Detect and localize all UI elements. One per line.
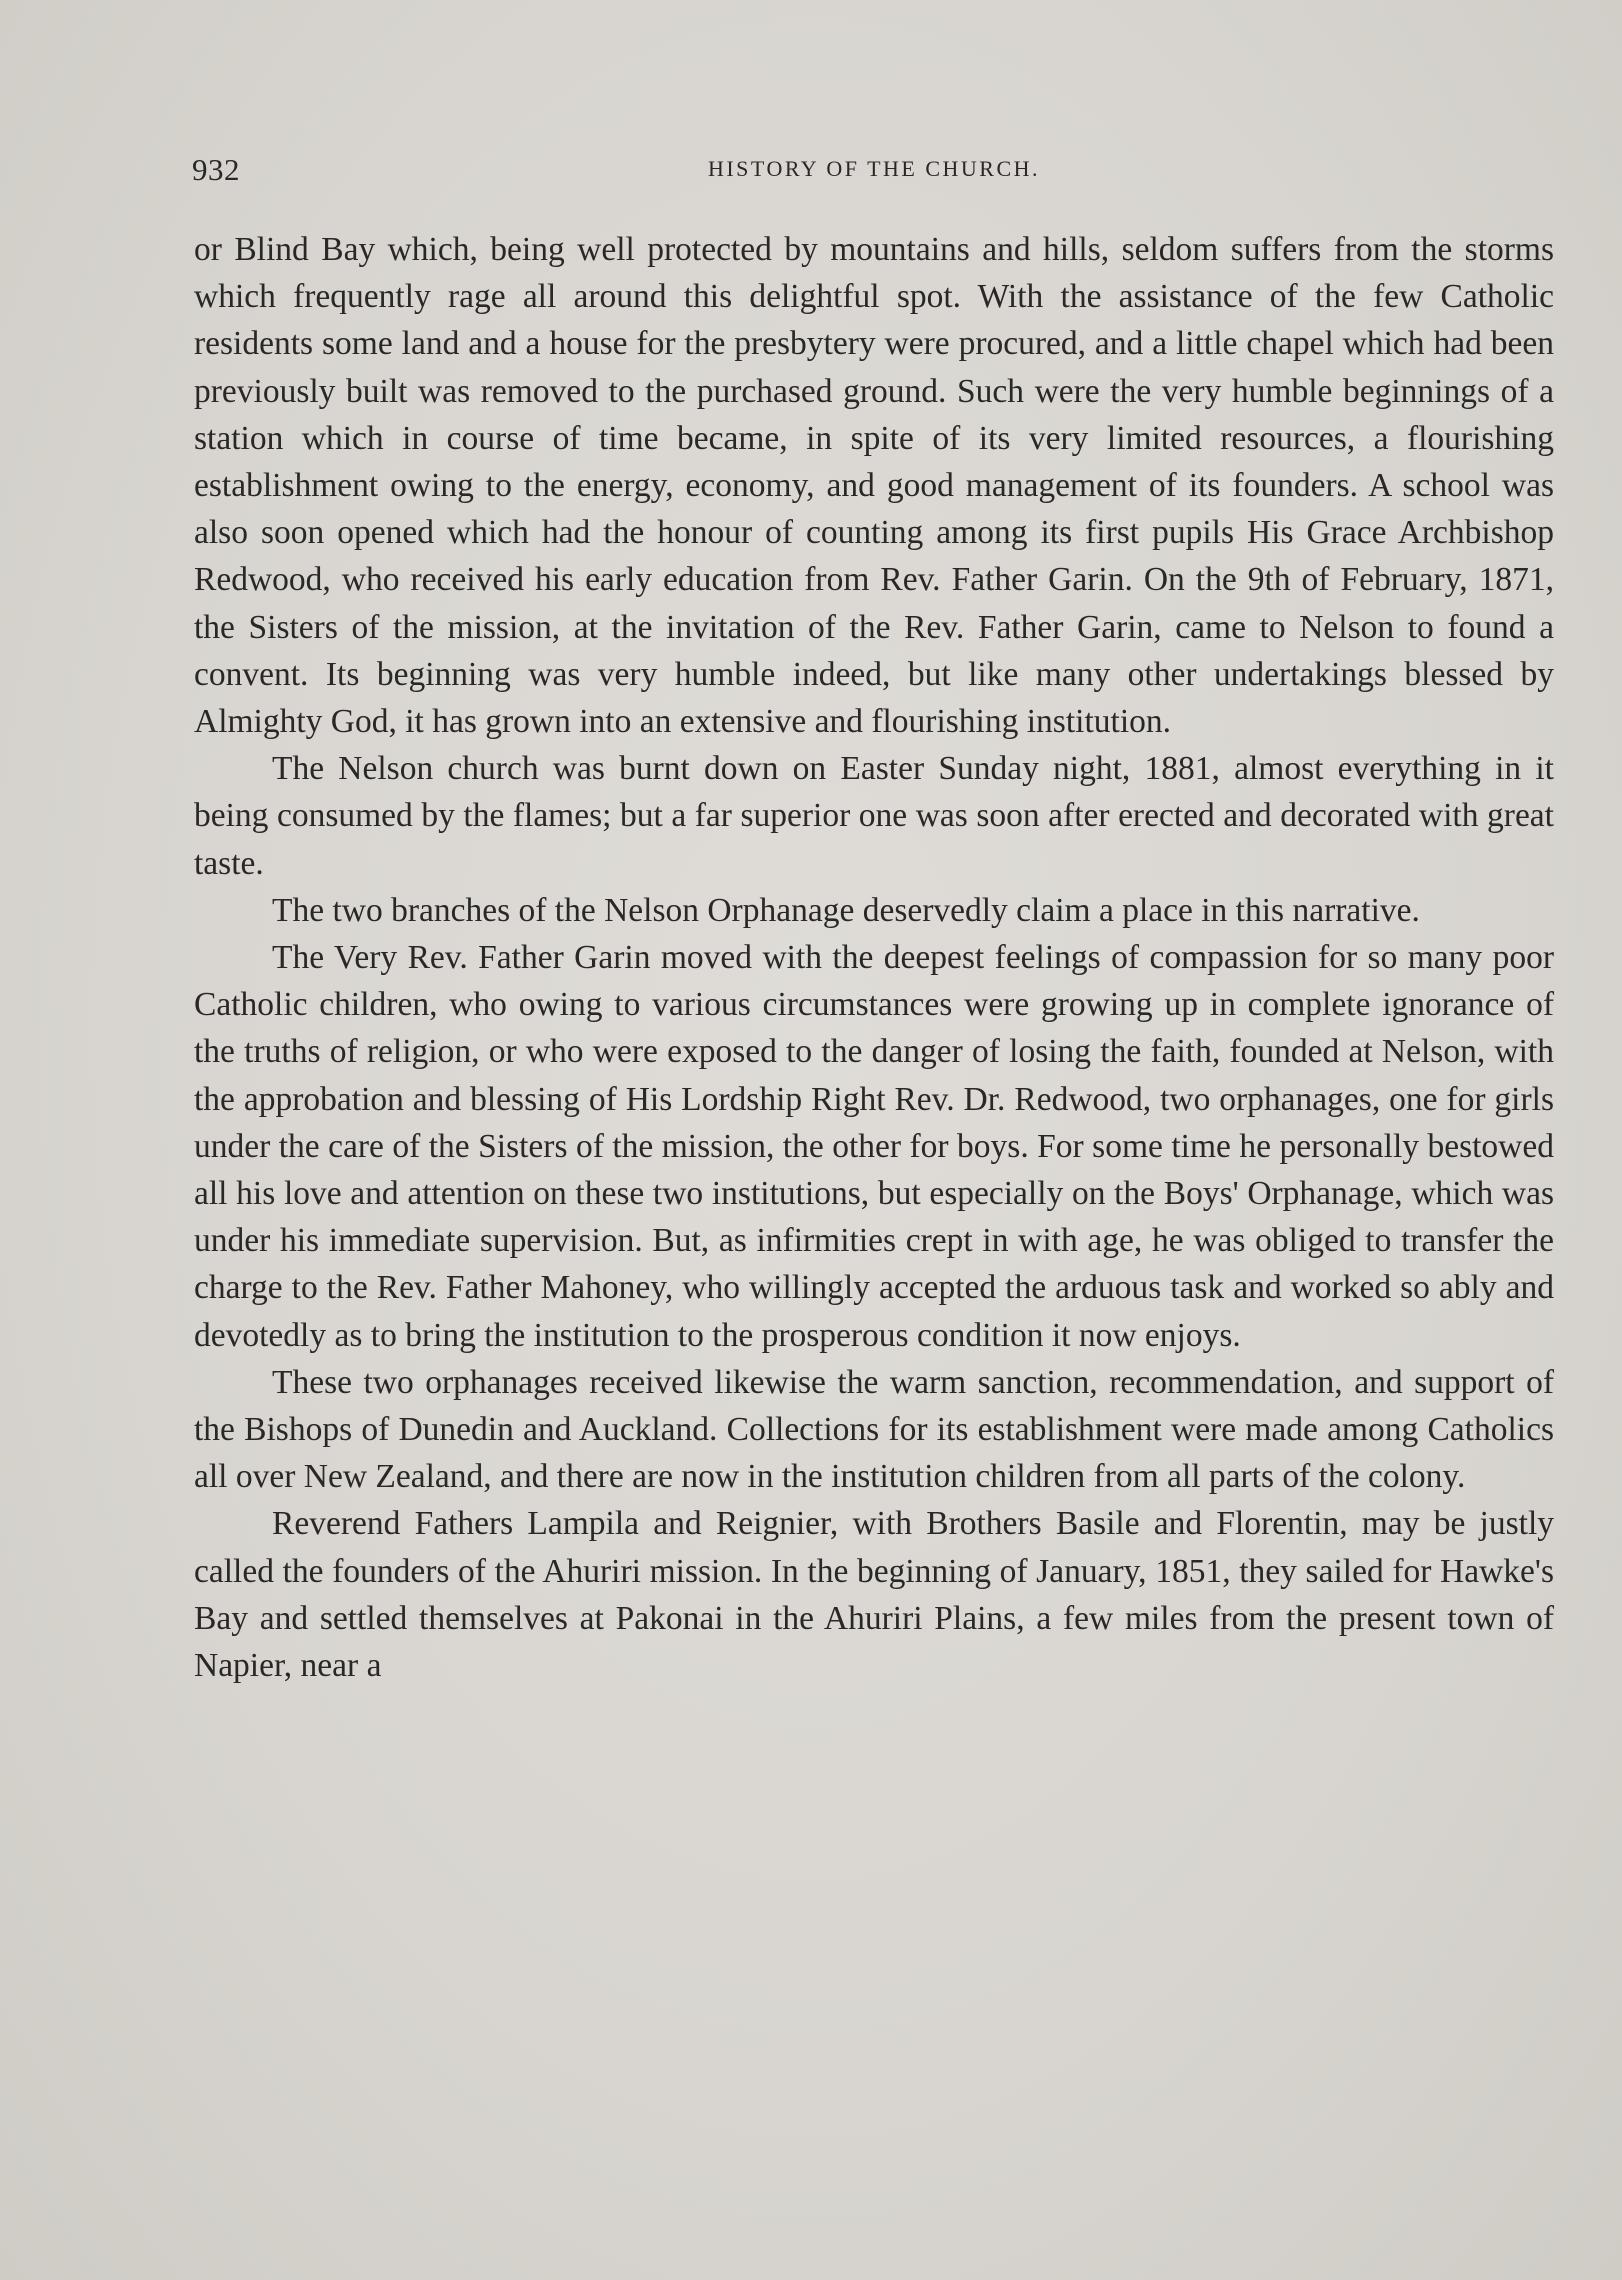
page-number: 932 bbox=[192, 152, 240, 187]
running-title: HISTORY OF THE CHURCH. bbox=[707, 156, 1041, 181]
paragraph-orphanage-support: These two orphanages received likewise the warm sanction, recommendation, and support of the Bishops of Dunedin and Auckland. Collections for its establishment were made among Catholics all over New Zealand, and there are now in the institution children from all parts of the colony. bbox=[194, 1363, 1554, 1496]
body-text bbox=[194, 226, 1554, 1689]
paragraph-church-fire: The Nelson church was burnt down on Easter Sunday night, 1881, almost everything in it being consumed by the flames; but a far superior one was soon after erected and decorated with great taste. bbox=[194, 750, 1554, 882]
paragraph-ahuriri-mission: Reverend Fathers Lampila and Reignier, with Brothers Basile and Florentin, may be justly called the founders of the Ahuriri mission. In the beginning of January, 1851, they sailed for Hawke's Bay and settled themselves at Pakonai in the Ahuriri Plains, a few miles from the present town of Napier, near a bbox=[194, 1505, 1554, 1685]
paragraph-nelson-station: or Blind Bay which, being well protected by mountains and hills, seldom suffers from the storms which frequently rage all around this delightful spot. With the assistance of the few Catholic residents some land and a house for the presbytery were procured, and a little chapel which had been previously built was removed to the purchased ground. Such were the very humble beginnings of a station which in course of time became, in spite of its very limited resources, a flourishing establishment owing to the energy, economy, and good management of its founders. A school was also soon opened which had the honour of counting among its first pupils His Grace Archbishop Redwood, who received his early education from Rev. Father Garin. On the 9th of February, 1871, the Sisters of the mission, at the invitation of the Rev. Father Garin, came to Nelson to found a convent. Its beginning was very humble indeed, but like many other undertakings blessed by Almighty God, it has grown into an extensive and flourishing institution. bbox=[194, 231, 1554, 741]
paragraph-orphanage-intro: The two branches of the Nelson Orphanage deservedly claim a place in this narrative. bbox=[272, 891, 1420, 929]
running-head bbox=[192, 152, 1556, 196]
paragraph-father-garin: The Very Rev. Father Garin moved with the deepest feelings of compassion for so many poor Catholic children, who owing to various circumstances were growing up in complete ignorance of the truths of religion, or who were exposed to the danger of losing the faith, founded at Nelson, with the approbation and blessing of His Lordship Right Rev. Dr. Redwood, two orphanages, one for girls under the care of the Sisters of the mission, the other for boys. For some time he personally bestowed all his love and attention on these two institutions, but especially on the Boys' Orphanage, which was under his immediate supervision. But, as infirmities crept in with age, he was obliged to transfer the charge to the Rev. Father Mahoney, who willingly accepted the arduous task and worked so ably and devotedly as to bring the institution to the prosperous condition it now enjoys. bbox=[194, 939, 1554, 1354]
